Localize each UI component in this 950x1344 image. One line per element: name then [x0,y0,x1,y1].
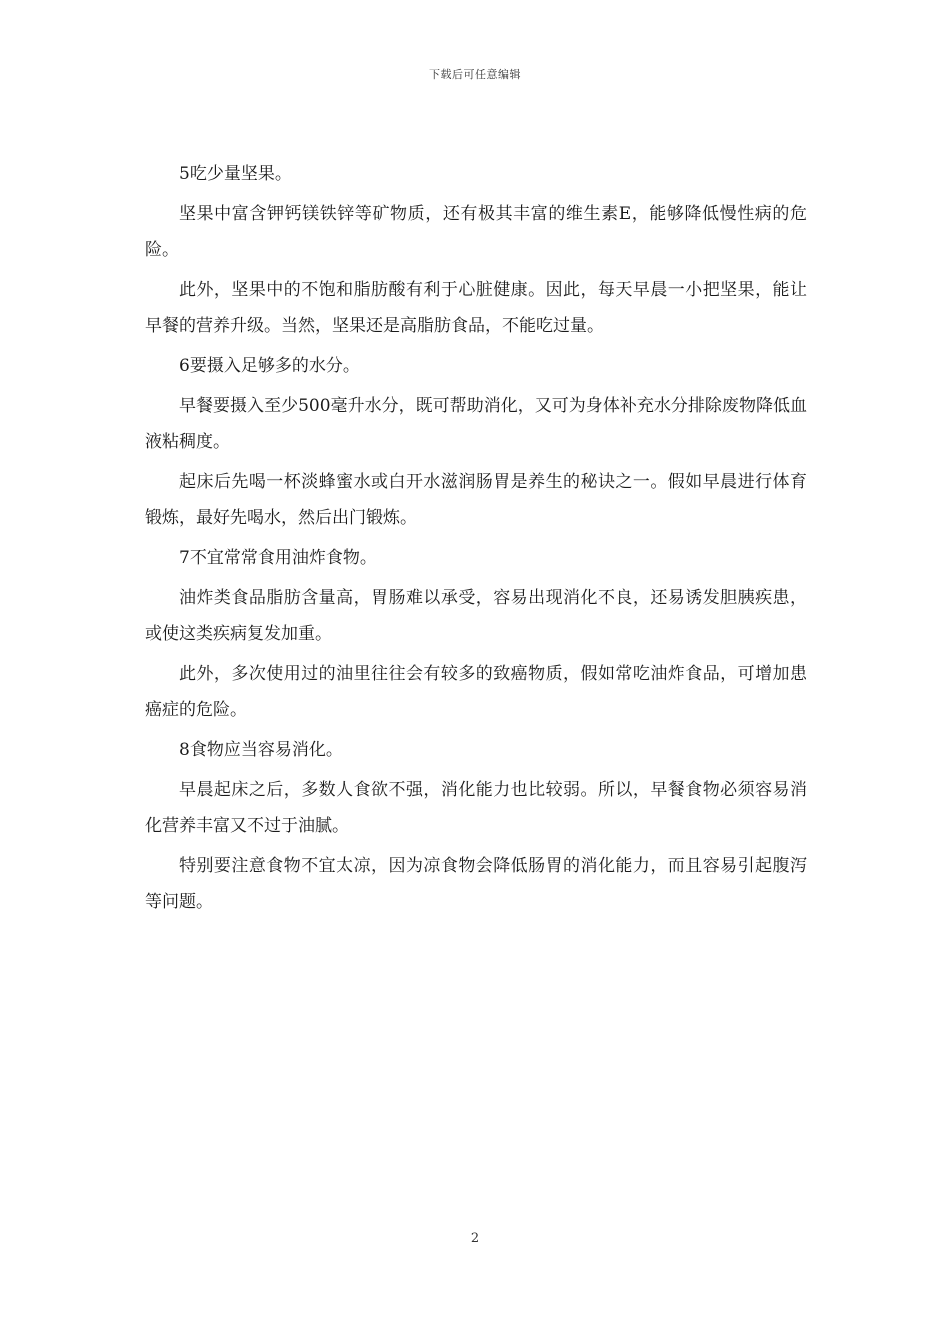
body-paragraph: 早晨起床之后，多数人食欲不强，消化能力也比较弱。所以，早餐食物必须容易消化营养丰富又不过于油腻。 [145,780,807,836]
page-number: 2 [470,1231,480,1246]
section-heading-5: 5吃少量坚果。 [179,164,292,184]
body-paragraph: 早餐要摄入至少500毫升水分，既可帮助消化，又可为身体补充水分排除废物降低血液粘稠度。 [145,396,807,452]
body-paragraph: 坚果中富含钾钙镁铁锌等矿物质，还有极其丰富的维生素E，能够降低慢性病的危险。 [145,204,807,260]
section-heading-6: 6要摄入足够多的水分。 [179,356,360,376]
section-heading-7: 7不宜常常食用油炸食物。 [179,548,377,568]
body-paragraph: 起床后先喝一杯淡蜂蜜水或白开水滋润肠胃是养生的秘诀之一。假如早晨进行体育锻炼，最好先喝水，然后出门锻炼。 [145,472,807,528]
document-body [145,156,807,924]
body-paragraph: 此外，多次使用过的油里往往会有较多的致癌物质，假如常吃油炸食品，可增加患癌症的危险。 [145,664,807,720]
section-heading-8: 8食物应当容易消化。 [179,740,343,760]
body-paragraph: 油炸类食品脂肪含量高，胃肠难以承受，容易出现消化不良，还易诱发胆胰疾患，或使这类疾病复发加重。 [145,588,807,644]
body-paragraph: 特别要注意食物不宜太凉，因为凉食物会降低肠胃的消化能力，而且容易引起腹泻等问题。 [145,856,807,912]
page-header: 下载后可任意编辑 [429,68,521,81]
body-paragraph: 此外，坚果中的不饱和脂肪酸有利于心脏健康。因此，每天早晨一小把坚果，能让早餐的营养升级。当然，坚果还是高脂肪食品，不能吃过量。 [145,280,807,336]
